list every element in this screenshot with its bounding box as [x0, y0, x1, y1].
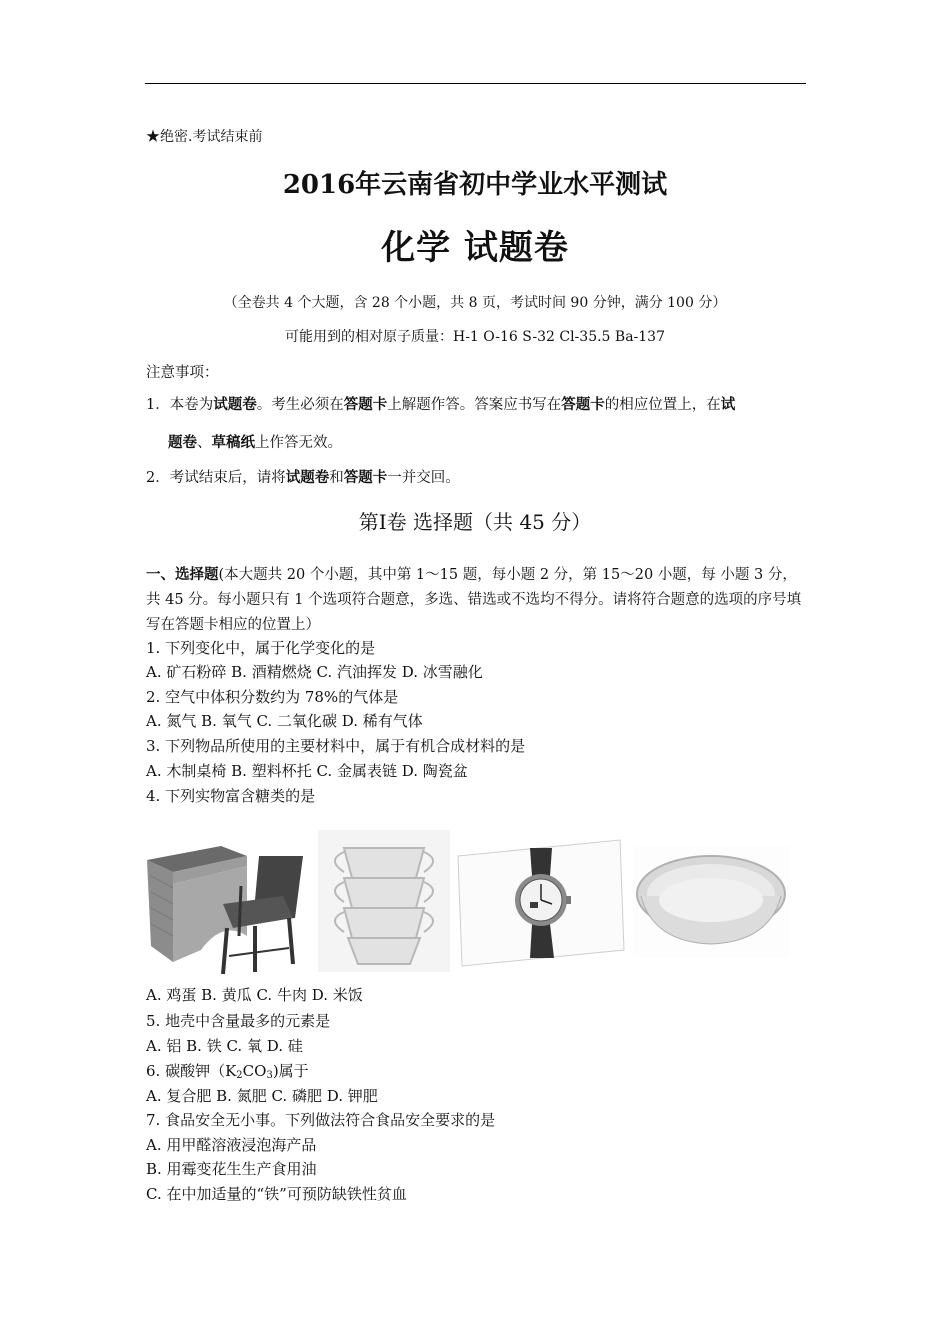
q3-stem: 3. 下列物品所使用的主要材料中，属于有机合成材料的是	[146, 737, 526, 755]
exam-title: 2016年云南省初中学业水平测试	[282, 170, 668, 200]
table-chairs-image	[143, 826, 309, 976]
q7-option-a: A. 用甲醛溶液浸泡海产品	[146, 1136, 317, 1154]
q6-options: A. 复合肥 B. 氮肥 C. 磷肥 D. 钾肥	[146, 1087, 378, 1105]
note-1-line-2: 题卷、草稿纸上作答无效。	[168, 434, 342, 451]
confidential-mark: ★绝密.考试结束前	[146, 129, 263, 145]
cup-holders-image	[318, 830, 450, 972]
exam-info: （全卷共 4 个大题，含 28 个小题，共 8 页，考试时间 90 分钟，满分 100 分）	[223, 295, 727, 311]
q7-stem: 7. 食品安全无小事。下列做法符合食品安全要求的是	[146, 1111, 496, 1129]
q4-options: A. 鸡蛋 B. 黄瓜 C. 牛肉 D. 米饭	[146, 986, 363, 1004]
q4-stem: 4. 下列实物富含糖类的是	[146, 787, 316, 805]
q2-options: A. 氮气 B. 氧气 C. 二氧化碳 D. 稀有气体	[146, 712, 423, 730]
q3-options: A. 木制桌椅 B. 塑料杯托 C. 金属表链 D. 陶瓷盆	[146, 762, 468, 780]
note-2: 2．考试结束后，请将试题卷和答题卡一并交回。	[146, 469, 460, 486]
top-rule	[145, 83, 806, 84]
subject-title: 化学 试题卷	[381, 228, 569, 268]
q7-option-b: B. 用霉变花生生产食用油	[146, 1160, 317, 1178]
atomic-masses: 可能用到的相对原子质量：H-1 O-16 S-32 Cl-35.5 Ba-137	[284, 329, 665, 345]
q2-stem: 2. 空气中体积分数约为 78%的气体是	[146, 688, 399, 706]
q5-options: A. 铝 B. 铁 C. 氧 D. 硅	[146, 1037, 303, 1055]
notes-heading: 注意事项：	[146, 365, 219, 381]
q7-option-c: C. 在中加适量的“铁”可预防缺铁性贫血	[146, 1185, 407, 1203]
watch-image	[456, 838, 626, 968]
basin-image	[633, 846, 789, 958]
q5-stem: 5. 地壳中含量最多的元素是	[146, 1012, 331, 1030]
q1-options: A. 矿石粉碎 B. 酒精燃烧 C. 汽油挥发 D. 冰雪融化	[146, 663, 483, 681]
part1-instructions: 一、选择题(本大题共 20 个小题，其中第 1～15 题，每小题 2 分，第 15～20 小题，每 小题 3 分，共 45 分。每小题只有 1 个选项符合题意，多选、错选或不选均不得分。请将符合题意的选项的序号填写在答题卡相应的位置上）	[146, 566, 802, 633]
q6-stem: 6. 碳酸钾$(K_2CO_3)$属于	[146, 1062, 309, 1081]
section-title: 第Ⅰ卷 选择题（共 45 分）	[358, 510, 592, 534]
q1-stem: 1. 下列变化中，属于化学变化的是	[146, 639, 376, 657]
note-1-line-1: 1．本卷为试题卷。考生必须在答题卡上解题作答。答案应书写在答题卡的相应位置上，在试	[146, 396, 736, 413]
